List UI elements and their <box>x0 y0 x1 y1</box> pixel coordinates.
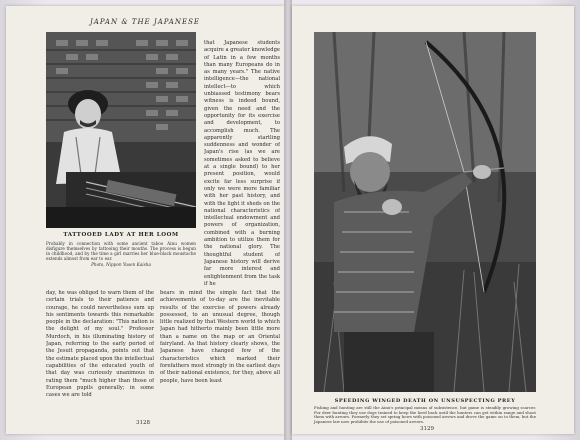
loom-photo <box>46 32 196 228</box>
archer-photo-caption-title: SPEEDING WINGED DEATH ON UNSUSPECTING PREY <box>334 398 516 404</box>
book-gutter <box>284 0 292 440</box>
page-number-left: 3128 <box>136 420 150 426</box>
text-column-right-top: that Japanese students acquire a greater knowledge of Latin in a few months than many Europeans do in as many years." The native intelligence—the national intellect—to which unbiassed testimony bears witness is indeed bound, given the need and the opportunity for its exercise and development, to accomplish much. The apparently startling suddenness and wonder of Japan's rise (as we are sometimes asked to believe at a single bound) to her present position, would excite far less surprise if only we were more familiar with her past history, and with the light it sheds on the national characteristics of intellectual endowment and powers of organization, combined with a burning ambition to utilize them for the national glory. The thoughtful student of Japanese history will derive far more interest and enlightenment from the task if he <box>204 40 280 287</box>
archer-photo <box>314 32 536 392</box>
text-column-right-bottom: bears in mind the simple fact that the achievements of to-day are the inevitable results of the exercise of powers already possessed, to an unusual degree, though little realized by that Western world to which Japan had hitherto mainly been little more than a name on the map or an Oriental fairyland. As that history clearly shows, the Japanese have changed few of the characteristics which marked their forefathers most strongly in the earliest days of their national existence, for they, above all people, have been least <box>160 290 280 384</box>
archer-photo-caption-body: Fishing and hunting are still the Ainu's principal means of subsistence, but game is steadily growing scarcer. For deer hunting they use dogs trained to keep the herd back until the hunters can get within range and shoot them with arrows. Formerly they set spring bows with poisoned arrows and drove the game on to them, but the Japanese law now prohibits the use of poisoned arrows. <box>314 405 536 424</box>
running-head: JAPAN & THE JAPANESE <box>89 18 201 26</box>
loom-photo-image <box>46 32 196 228</box>
loom-photo-caption-body: Probably in connection with some ancient taboo Ainu women disfigure themselves by tattooing their mouths. The process is begun in childhood, and by the time a girl marries her blue-black moustache extends almost from ear to ear. <box>46 241 196 261</box>
loom-photo-credit: Photo, Nippon Yusen Kaisha <box>91 262 151 267</box>
archer-photo-image <box>314 32 536 392</box>
page-number-right: 3129 <box>420 426 434 432</box>
loom-photo-caption-title: TATTOOED LADY AT HER LOOM <box>63 232 179 238</box>
text-column-left-bottom: day, he was obliged to warn them of the certain trials to their patience and courage, he could nevertheless sum up his sentiments towards this remarkable people in the declaration: "This nation is the delight of my soul." Professor Murdoch, in his illuminating history of Japan, referring to the early period of the Jesuit propaganda, points out that the estimate placed upon the intellectual capabilities of the educated youth of that day was curiously unanimous in rating them "much higher than those of European pupils generally; in some cases we are told <box>46 290 154 399</box>
